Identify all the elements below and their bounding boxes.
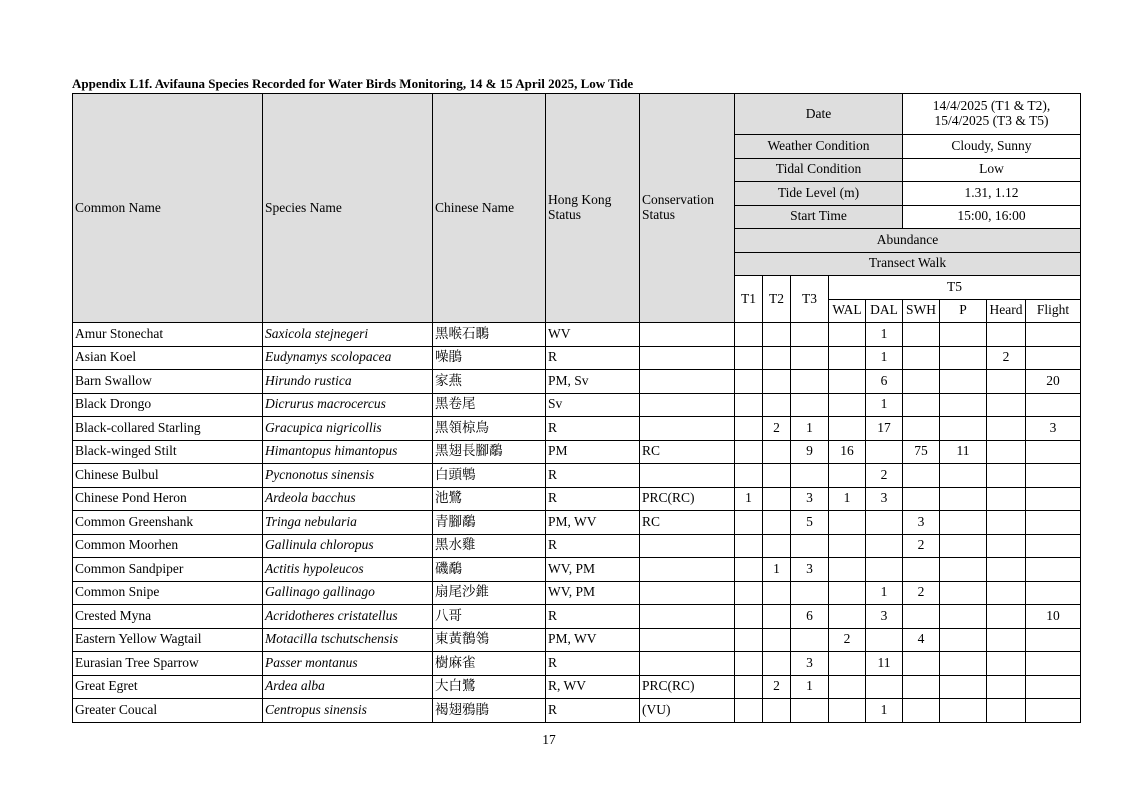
wal-count-cell bbox=[829, 323, 866, 347]
chinese-name-cell: 噪鵑 bbox=[433, 346, 546, 370]
t3-count-cell: 3 bbox=[791, 487, 829, 511]
header-tide-level-label: Tide Level (m) bbox=[735, 182, 903, 206]
p-count-cell bbox=[940, 675, 987, 699]
t3-count-cell bbox=[791, 464, 829, 488]
t2-count-cell: 1 bbox=[763, 558, 791, 582]
header-conservation-status: Conservation Status bbox=[640, 94, 735, 323]
flight-count-cell bbox=[1026, 628, 1081, 652]
hk-status-cell: R, WV bbox=[546, 675, 640, 699]
header-swh: SWH bbox=[903, 299, 940, 323]
swh-count-cell: 2 bbox=[903, 534, 940, 558]
header-heard: Heard bbox=[987, 299, 1026, 323]
table-row bbox=[73, 393, 1081, 417]
species-name-cell: Dicrurus macrocercus bbox=[263, 393, 433, 417]
chinese-name-cell: 磯鷸 bbox=[433, 558, 546, 582]
t3-count-cell: 3 bbox=[791, 652, 829, 676]
swh-count-cell: 3 bbox=[903, 511, 940, 535]
table-row bbox=[73, 675, 1081, 699]
wal-count-cell bbox=[829, 652, 866, 676]
t1-count-cell bbox=[735, 699, 763, 723]
header-chinese-name: Chinese Name bbox=[433, 94, 546, 323]
dal-count-cell: 1 bbox=[866, 323, 903, 347]
chinese-name-cell: 扇尾沙錐 bbox=[433, 581, 546, 605]
species-name-cell: Motacilla tschutschensis bbox=[263, 628, 433, 652]
t1-count-cell bbox=[735, 370, 763, 394]
flight-count-cell: 10 bbox=[1026, 605, 1081, 629]
conservation-status-cell bbox=[640, 393, 735, 417]
conservation-status-cell bbox=[640, 628, 735, 652]
dal-count-cell bbox=[866, 558, 903, 582]
species-name-cell: Eudynamys scolopacea bbox=[263, 346, 433, 370]
chinese-name-cell: 黑水雞 bbox=[433, 534, 546, 558]
swh-count-cell: 2 bbox=[903, 581, 940, 605]
p-count-cell: 11 bbox=[940, 440, 987, 464]
hk-status-cell: R bbox=[546, 487, 640, 511]
hk-status-cell: PM, WV bbox=[546, 511, 640, 535]
species-name-cell: Tringa nebularia bbox=[263, 511, 433, 535]
header-t2: T2 bbox=[763, 276, 791, 323]
conservation-status-cell bbox=[640, 323, 735, 347]
header-tide-level-value: 1.31, 1.12 bbox=[903, 182, 1081, 206]
t1-count-cell bbox=[735, 675, 763, 699]
swh-count-cell bbox=[903, 393, 940, 417]
conservation-status-cell bbox=[640, 417, 735, 441]
common-name-cell: Great Egret bbox=[73, 675, 263, 699]
header-tidal-value: Low bbox=[903, 158, 1081, 182]
common-name-cell: Common Snipe bbox=[73, 581, 263, 605]
heard-count-cell bbox=[987, 487, 1026, 511]
conservation-status-cell: (VU) bbox=[640, 699, 735, 723]
wal-count-cell bbox=[829, 675, 866, 699]
swh-count-cell bbox=[903, 558, 940, 582]
t1-count-cell bbox=[735, 605, 763, 629]
t1-count-cell: 1 bbox=[735, 487, 763, 511]
swh-count-cell bbox=[903, 487, 940, 511]
p-count-cell bbox=[940, 534, 987, 558]
dal-count-cell: 11 bbox=[866, 652, 903, 676]
flight-count-cell bbox=[1026, 487, 1081, 511]
t2-count-cell bbox=[763, 652, 791, 676]
p-count-cell bbox=[940, 558, 987, 582]
table-row bbox=[73, 487, 1081, 511]
t2-count-cell bbox=[763, 393, 791, 417]
t2-count-cell: 2 bbox=[763, 417, 791, 441]
p-count-cell bbox=[940, 346, 987, 370]
table-row bbox=[73, 699, 1081, 723]
p-count-cell bbox=[940, 370, 987, 394]
conservation-status-cell: RC bbox=[640, 440, 735, 464]
flight-count-cell bbox=[1026, 511, 1081, 535]
wal-count-cell bbox=[829, 417, 866, 441]
common-name-cell: Black-winged Stilt bbox=[73, 440, 263, 464]
wal-count-cell bbox=[829, 393, 866, 417]
hk-status-cell: PM, WV bbox=[546, 628, 640, 652]
table-body bbox=[73, 323, 1081, 723]
wal-count-cell: 16 bbox=[829, 440, 866, 464]
hk-status-cell: R bbox=[546, 652, 640, 676]
conservation-status-cell bbox=[640, 534, 735, 558]
species-name-cell: Ardea alba bbox=[263, 675, 433, 699]
dal-count-cell bbox=[866, 440, 903, 464]
chinese-name-cell: 東黃鶺鴒 bbox=[433, 628, 546, 652]
p-count-cell bbox=[940, 323, 987, 347]
header-weather-label: Weather Condition bbox=[735, 135, 903, 159]
header-hk-status: Hong Kong Status bbox=[546, 94, 640, 323]
heard-count-cell bbox=[987, 652, 1026, 676]
species-table bbox=[72, 93, 1081, 723]
conservation-status-cell bbox=[640, 370, 735, 394]
t1-count-cell bbox=[735, 440, 763, 464]
heard-count-cell bbox=[987, 628, 1026, 652]
t1-count-cell bbox=[735, 464, 763, 488]
p-count-cell bbox=[940, 487, 987, 511]
t2-count-cell bbox=[763, 487, 791, 511]
t1-count-cell bbox=[735, 323, 763, 347]
t3-count-cell bbox=[791, 628, 829, 652]
common-name-cell: Eurasian Tree Sparrow bbox=[73, 652, 263, 676]
t3-count-cell bbox=[791, 393, 829, 417]
hk-status-cell: WV, PM bbox=[546, 581, 640, 605]
common-name-cell: Greater Coucal bbox=[73, 699, 263, 723]
chinese-name-cell: 青腳鷸 bbox=[433, 511, 546, 535]
t1-count-cell bbox=[735, 393, 763, 417]
hk-status-cell: R bbox=[546, 464, 640, 488]
common-name-cell: Chinese Pond Heron bbox=[73, 487, 263, 511]
dal-count-cell: 3 bbox=[866, 605, 903, 629]
header-t5: T5 bbox=[829, 276, 1081, 300]
dal-count-cell: 1 bbox=[866, 346, 903, 370]
header-p: P bbox=[940, 299, 987, 323]
t3-count-cell: 9 bbox=[791, 440, 829, 464]
species-name-cell: Gallinago gallinago bbox=[263, 581, 433, 605]
heard-count-cell bbox=[987, 534, 1026, 558]
t3-count-cell: 1 bbox=[791, 675, 829, 699]
hk-status-cell: R bbox=[546, 605, 640, 629]
wal-count-cell bbox=[829, 699, 866, 723]
table-row bbox=[73, 558, 1081, 582]
header-date-value: 14/4/2025 (T1 & T2), 15/4/2025 (T3 & T5) bbox=[903, 94, 1081, 135]
t2-count-cell bbox=[763, 370, 791, 394]
t3-count-cell bbox=[791, 534, 829, 558]
heard-count-cell bbox=[987, 675, 1026, 699]
wal-count-cell bbox=[829, 370, 866, 394]
common-name-cell: Black-collared Starling bbox=[73, 417, 263, 441]
heard-count-cell bbox=[987, 370, 1026, 394]
hk-status-cell: R bbox=[546, 699, 640, 723]
flight-count-cell: 3 bbox=[1026, 417, 1081, 441]
header-wal: WAL bbox=[829, 299, 866, 323]
conservation-status-cell bbox=[640, 464, 735, 488]
t3-count-cell bbox=[791, 323, 829, 347]
p-count-cell bbox=[940, 652, 987, 676]
header-date-label: Date bbox=[735, 94, 903, 135]
p-count-cell bbox=[940, 581, 987, 605]
t3-count-cell bbox=[791, 346, 829, 370]
t1-count-cell bbox=[735, 417, 763, 441]
species-name-cell: Ardeola bacchus bbox=[263, 487, 433, 511]
swh-count-cell bbox=[903, 699, 940, 723]
chinese-name-cell: 八哥 bbox=[433, 605, 546, 629]
t2-count-cell bbox=[763, 440, 791, 464]
dal-count-cell bbox=[866, 628, 903, 652]
hk-status-cell: PM bbox=[546, 440, 640, 464]
conservation-status-cell bbox=[640, 581, 735, 605]
chinese-name-cell: 褐翅鴉鵑 bbox=[433, 699, 546, 723]
dal-count-cell: 1 bbox=[866, 393, 903, 417]
dal-count-cell: 2 bbox=[866, 464, 903, 488]
common-name-cell: Crested Myna bbox=[73, 605, 263, 629]
wal-count-cell bbox=[829, 581, 866, 605]
hk-status-cell: R bbox=[546, 417, 640, 441]
dal-count-cell: 3 bbox=[866, 487, 903, 511]
species-name-cell: Pycnonotus sinensis bbox=[263, 464, 433, 488]
conservation-status-cell bbox=[640, 605, 735, 629]
flight-count-cell bbox=[1026, 440, 1081, 464]
table-row bbox=[73, 323, 1081, 347]
dal-count-cell: 6 bbox=[866, 370, 903, 394]
table-row bbox=[73, 581, 1081, 605]
p-count-cell bbox=[940, 699, 987, 723]
chinese-name-cell: 大白鷺 bbox=[433, 675, 546, 699]
heard-count-cell bbox=[987, 581, 1026, 605]
t1-count-cell bbox=[735, 346, 763, 370]
wal-count-cell bbox=[829, 605, 866, 629]
heard-count-cell bbox=[987, 511, 1026, 535]
heard-count-cell bbox=[987, 323, 1026, 347]
header-weather-value: Cloudy, Sunny bbox=[903, 135, 1081, 159]
swh-count-cell bbox=[903, 370, 940, 394]
header-tidal-label: Tidal Condition bbox=[735, 158, 903, 182]
chinese-name-cell: 池鷺 bbox=[433, 487, 546, 511]
common-name-cell: Common Sandpiper bbox=[73, 558, 263, 582]
dal-count-cell bbox=[866, 675, 903, 699]
chinese-name-cell: 黑領椋鳥 bbox=[433, 417, 546, 441]
dal-count-cell: 1 bbox=[866, 699, 903, 723]
page-number: 17 bbox=[542, 732, 556, 747]
species-name-cell: Centropus sinensis bbox=[263, 699, 433, 723]
hk-status-cell: WV bbox=[546, 323, 640, 347]
flight-count-cell bbox=[1026, 699, 1081, 723]
header-start-time-value: 15:00, 16:00 bbox=[903, 205, 1081, 229]
wal-count-cell bbox=[829, 346, 866, 370]
conservation-status-cell bbox=[640, 346, 735, 370]
header-dal: DAL bbox=[866, 299, 903, 323]
header-abundance: Abundance bbox=[735, 229, 1081, 253]
common-name-cell: Barn Swallow bbox=[73, 370, 263, 394]
t3-count-cell: 3 bbox=[791, 558, 829, 582]
flight-count-cell bbox=[1026, 558, 1081, 582]
species-name-cell: Gracupica nigricollis bbox=[263, 417, 433, 441]
flight-count-cell bbox=[1026, 652, 1081, 676]
table-row bbox=[73, 417, 1081, 441]
t2-count-cell bbox=[763, 628, 791, 652]
p-count-cell bbox=[940, 393, 987, 417]
swh-count-cell bbox=[903, 417, 940, 441]
header-t1: T1 bbox=[735, 276, 763, 323]
conservation-status-cell: PRC(RC) bbox=[640, 487, 735, 511]
common-name-cell: Common Moorhen bbox=[73, 534, 263, 558]
species-name-cell: Actitis hypoleucos bbox=[263, 558, 433, 582]
header-species-name: Species Name bbox=[263, 94, 433, 323]
hk-status-cell: WV, PM bbox=[546, 558, 640, 582]
table-row bbox=[73, 346, 1081, 370]
heard-count-cell bbox=[987, 393, 1026, 417]
species-name-cell: Hirundo rustica bbox=[263, 370, 433, 394]
t1-count-cell bbox=[735, 511, 763, 535]
hk-status-cell: Sv bbox=[546, 393, 640, 417]
heard-count-cell bbox=[987, 699, 1026, 723]
wal-count-cell bbox=[829, 558, 866, 582]
flight-count-cell bbox=[1026, 534, 1081, 558]
species-name-cell: Himantopus himantopus bbox=[263, 440, 433, 464]
heard-count-cell bbox=[987, 417, 1026, 441]
chinese-name-cell: 黑翅長腳鷸 bbox=[433, 440, 546, 464]
hk-status-cell: PM, Sv bbox=[546, 370, 640, 394]
common-name-cell: Eastern Yellow Wagtail bbox=[73, 628, 263, 652]
p-count-cell bbox=[940, 605, 987, 629]
table-row bbox=[73, 628, 1081, 652]
swh-count-cell bbox=[903, 605, 940, 629]
p-count-cell bbox=[940, 628, 987, 652]
t1-count-cell bbox=[735, 558, 763, 582]
common-name-cell: Chinese Bulbul bbox=[73, 464, 263, 488]
chinese-name-cell: 白頭鵯 bbox=[433, 464, 546, 488]
wal-count-cell bbox=[829, 464, 866, 488]
p-count-cell bbox=[940, 464, 987, 488]
t1-count-cell bbox=[735, 628, 763, 652]
swh-count-cell bbox=[903, 652, 940, 676]
t2-count-cell bbox=[763, 464, 791, 488]
flight-count-cell bbox=[1026, 581, 1081, 605]
wal-count-cell: 1 bbox=[829, 487, 866, 511]
heard-count-cell bbox=[987, 440, 1026, 464]
chinese-name-cell: 樹麻雀 bbox=[433, 652, 546, 676]
t2-count-cell bbox=[763, 699, 791, 723]
conservation-status-cell bbox=[640, 652, 735, 676]
species-name-cell: Gallinula chloropus bbox=[263, 534, 433, 558]
species-name-cell: Saxicola stejnegeri bbox=[263, 323, 433, 347]
table-row bbox=[73, 370, 1081, 394]
flight-count-cell bbox=[1026, 675, 1081, 699]
common-name-cell: Amur Stonechat bbox=[73, 323, 263, 347]
swh-count-cell: 75 bbox=[903, 440, 940, 464]
table-row bbox=[73, 652, 1081, 676]
dal-count-cell: 17 bbox=[866, 417, 903, 441]
t3-count-cell bbox=[791, 370, 829, 394]
common-name-cell: Common Greenshank bbox=[73, 511, 263, 535]
swh-count-cell bbox=[903, 464, 940, 488]
species-name-cell: Passer montanus bbox=[263, 652, 433, 676]
header-flight: Flight bbox=[1026, 299, 1081, 323]
swh-count-cell bbox=[903, 675, 940, 699]
header-common-name: Common Name bbox=[73, 94, 263, 323]
dal-count-cell bbox=[866, 511, 903, 535]
flight-count-cell bbox=[1026, 464, 1081, 488]
t3-count-cell: 6 bbox=[791, 605, 829, 629]
flight-count-cell bbox=[1026, 393, 1081, 417]
swh-count-cell bbox=[903, 346, 940, 370]
table-row bbox=[73, 511, 1081, 535]
common-name-cell: Black Drongo bbox=[73, 393, 263, 417]
chinese-name-cell: 黑喉石䳭 bbox=[433, 323, 546, 347]
common-name-cell: Asian Koel bbox=[73, 346, 263, 370]
t1-count-cell bbox=[735, 534, 763, 558]
t2-count-cell: 2 bbox=[763, 675, 791, 699]
table-row bbox=[73, 440, 1081, 464]
chinese-name-cell: 黑卷尾 bbox=[433, 393, 546, 417]
t2-count-cell bbox=[763, 346, 791, 370]
conservation-status-cell: PRC(RC) bbox=[640, 675, 735, 699]
hk-status-cell: R bbox=[546, 346, 640, 370]
header-t3: T3 bbox=[791, 276, 829, 323]
conservation-status-cell: RC bbox=[640, 511, 735, 535]
wal-count-cell bbox=[829, 511, 866, 535]
table-title: Appendix L1f. Avifauna Species Recorded for Water Birds Monitoring, 14 & 15 April 2025, Low Tide bbox=[72, 76, 634, 91]
t2-count-cell bbox=[763, 605, 791, 629]
wal-count-cell: 2 bbox=[829, 628, 866, 652]
heard-count-cell bbox=[987, 464, 1026, 488]
t2-count-cell bbox=[763, 323, 791, 347]
p-count-cell bbox=[940, 417, 987, 441]
flight-count-cell bbox=[1026, 323, 1081, 347]
heard-count-cell bbox=[987, 605, 1026, 629]
dal-count-cell: 1 bbox=[866, 581, 903, 605]
table-row bbox=[73, 534, 1081, 558]
dal-count-cell bbox=[866, 534, 903, 558]
flight-count-cell: 20 bbox=[1026, 370, 1081, 394]
p-count-cell bbox=[940, 511, 987, 535]
hk-status-cell: R bbox=[546, 534, 640, 558]
table-row bbox=[73, 605, 1081, 629]
species-name-cell: Acridotheres cristatellus bbox=[263, 605, 433, 629]
conservation-status-cell bbox=[640, 558, 735, 582]
header-transect-walk: Transect Walk bbox=[735, 252, 1081, 276]
wal-count-cell bbox=[829, 534, 866, 558]
header-start-time-label: Start Time bbox=[735, 205, 903, 229]
t3-count-cell bbox=[791, 699, 829, 723]
t3-count-cell bbox=[791, 581, 829, 605]
flight-count-cell bbox=[1026, 346, 1081, 370]
t2-count-cell bbox=[763, 511, 791, 535]
table-header bbox=[73, 94, 1081, 323]
t2-count-cell bbox=[763, 581, 791, 605]
t1-count-cell bbox=[735, 652, 763, 676]
swh-count-cell bbox=[903, 323, 940, 347]
heard-count-cell bbox=[987, 558, 1026, 582]
heard-count-cell: 2 bbox=[987, 346, 1026, 370]
chinese-name-cell: 家燕 bbox=[433, 370, 546, 394]
swh-count-cell: 4 bbox=[903, 628, 940, 652]
t2-count-cell bbox=[763, 534, 791, 558]
t3-count-cell: 1 bbox=[791, 417, 829, 441]
t3-count-cell: 5 bbox=[791, 511, 829, 535]
t1-count-cell bbox=[735, 581, 763, 605]
table-row bbox=[73, 464, 1081, 488]
